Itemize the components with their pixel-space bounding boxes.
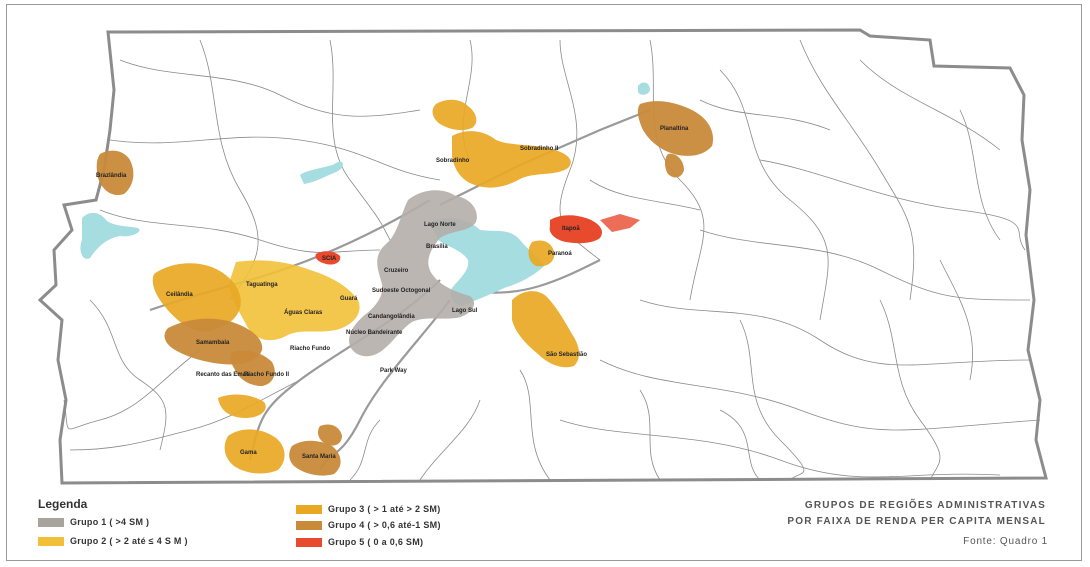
- place-label: Águas Claras: [284, 310, 323, 316]
- legend-item-group-5: [296, 537, 423, 547]
- place-label: Sobradinho II: [520, 146, 559, 152]
- legend-swatch: [296, 538, 322, 547]
- place-label: Recanto das Emas: [196, 372, 250, 378]
- place-label: São Sebastião: [546, 352, 588, 358]
- legend-swatch: [296, 505, 322, 514]
- legend-label: Grupo 5 ( 0 a 0,6 SM): [328, 537, 424, 547]
- caption-line-2: POR FAIXA DE RENDA PER CAPITA MENSAL: [787, 516, 1046, 527]
- place-label: Brasília: [426, 244, 448, 250]
- place-label: Taguatinga: [246, 282, 278, 288]
- place-label: SCIA: [322, 256, 337, 262]
- legend-item-group-3: [296, 504, 441, 514]
- place-label: Paranoá: [548, 251, 572, 257]
- caption-line-1: GRUPOS DE REGIÕES ADMINISTRATIVAS: [804, 500, 1046, 511]
- place-label: Sudoeste Octogonal: [372, 288, 431, 294]
- legend-label: Grupo 4 ( > 0,6 até-1 SM): [328, 520, 441, 530]
- legend-item-group-4: [296, 520, 441, 530]
- legend-label: Grupo 3 ( > 1 até > 2 SM): [328, 504, 441, 514]
- place-label: Lago Norte: [424, 222, 456, 228]
- source-note: Fonte: Quadro 1: [963, 536, 1048, 547]
- legend-item-group-2: [38, 536, 188, 546]
- place-label: Riacho Fundo II: [244, 372, 289, 378]
- place-label: Ceilândia: [166, 292, 193, 298]
- place-label: Brazlândia: [96, 173, 127, 179]
- legend-label: Grupo 1 ( >4 SM ): [70, 517, 150, 527]
- legend-swatch: [296, 521, 322, 530]
- legend-title: Legenda: [38, 497, 88, 511]
- place-label: Candangolândia: [368, 314, 415, 320]
- place-label: Cruzeiro: [384, 268, 409, 274]
- place-label: Park Way: [380, 368, 407, 374]
- place-label: Núcleo Bandeirante: [346, 330, 403, 336]
- place-label: Santa Maria: [302, 454, 336, 460]
- place-label: Gama: [240, 450, 257, 456]
- map-caption: [787, 498, 1046, 530]
- legend-swatch: [38, 518, 64, 527]
- place-label: Samambaia: [196, 340, 230, 346]
- place-label: Riacho Fundo: [290, 346, 330, 352]
- legend-swatch: [38, 537, 64, 546]
- place-label: Planaltina: [660, 126, 689, 132]
- place-label: Lago Sul: [452, 308, 478, 314]
- place-label: Sobradinho: [436, 158, 470, 164]
- place-label: Itapoã: [562, 226, 580, 232]
- legend-item-group-1: [38, 517, 149, 527]
- place-label: Guará: [340, 296, 358, 302]
- legend-label: Grupo 2 ( > 2 até ≤ 4 S M ): [70, 536, 188, 546]
